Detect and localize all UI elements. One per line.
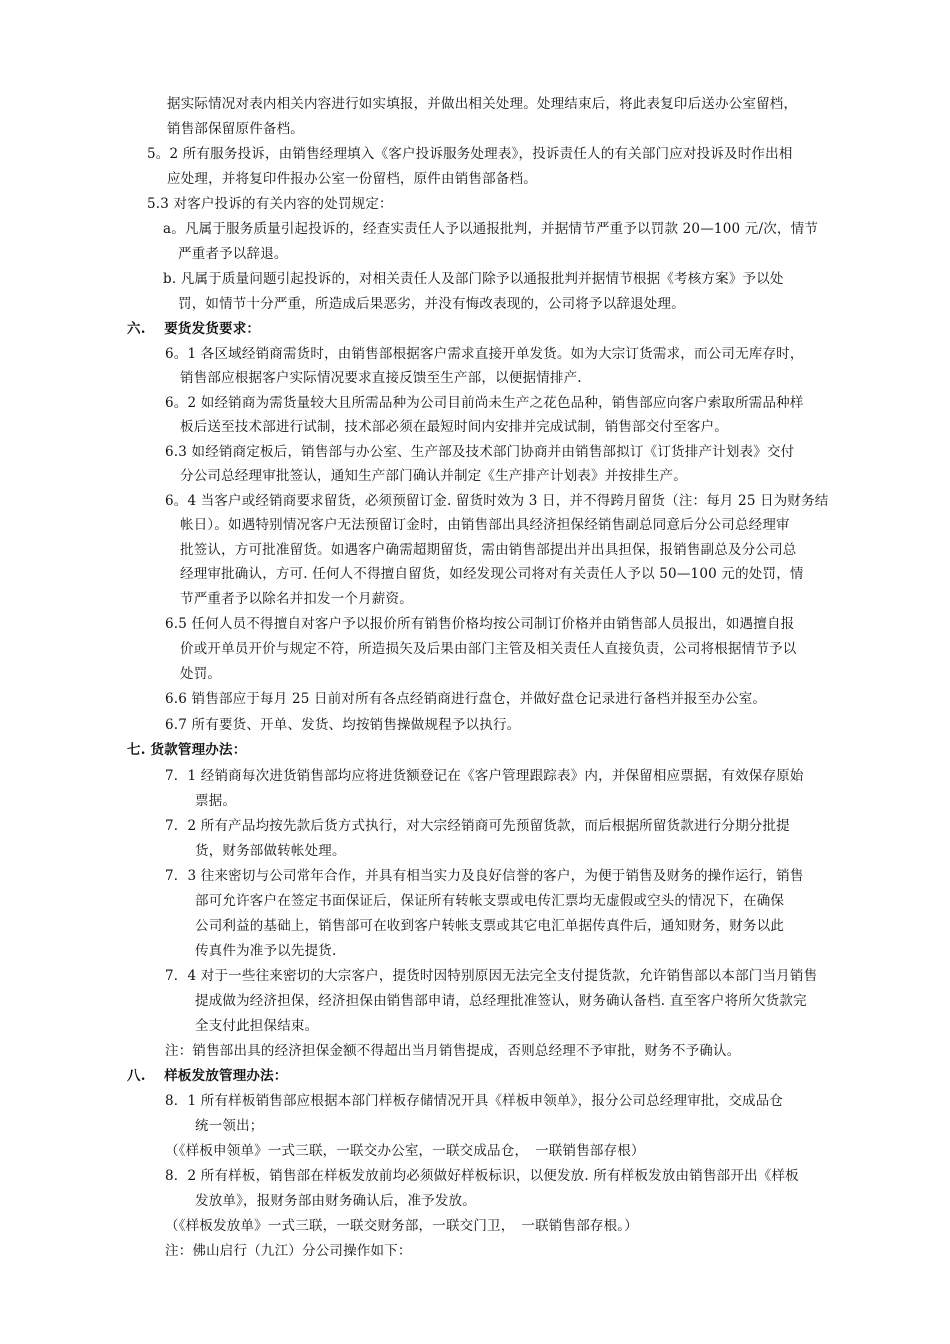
text-line: 帐日）。如遇特别情况客户无法预留订金时，由销售部出具经济担保经销售副总同意后分公司总经理审 (180, 517, 790, 533)
text-line: 票据。 (195, 793, 237, 809)
text-line: 6.7 所有要货、开单、发货、均按销售操做规程予以执行。 (165, 717, 521, 733)
text-line: 6.3 如经销商定板后，销售部与办公室、生产部及技术部门协商并由销售部拟订《订货排产计划表》交付 (165, 444, 795, 460)
text-line: 批签认，方可批准留货。如遇客户确需超期留货，需由销售部提出并出具担保，报销售副总及分公司总 (180, 542, 797, 558)
text-line: b. 凡属于质量问题引起投诉的，对相关责任人及部门除予以通报批判并据情节根据《考核方案》予以处 (163, 271, 784, 287)
text-line: 7．3 往来密切与公司常年合作，并具有相当实力及良好信誉的客户，为便于销售及财务的操作运行，销售 (165, 868, 804, 884)
text-line: 部可允许客户在签定书面保证后，保证所有转帐支票或电传汇票均无虚假或空头的情况下，在确保 (195, 893, 785, 909)
text-line: 8．2 所有样板，销售部在样板发放前均必须做好样板标识，以便发放. 所有样板发放由销售部开出《样板 (165, 1168, 799, 1184)
text-line: 节严重者予以除名并扣发一个月薪资。 (180, 591, 413, 607)
text-line: 销售部应根据客户实际情况要求直接反馈至生产部，以便据情排产. (180, 370, 582, 386)
section-heading-8: 八. 样板发放管理办法： (127, 1068, 288, 1084)
text-line: 货，财务部做转帐处理。 (195, 843, 346, 859)
text-line: 板后送至技术部进行试制，技术部必须在最短时间内安排并完成试制，销售部交付至客户。 (180, 419, 728, 435)
section-heading-7: 七. 货款管理办法： (127, 742, 247, 758)
text-line: 统一领出； (195, 1118, 264, 1134)
text-line: 经理审批确认，方可. 任何人不得擅自留货，如经发现公司将对有关责任人予以 50—100 元的处罚，情 (180, 566, 804, 582)
text-line: 5.3 对客户投诉的有关内容的处罚规定： (147, 196, 393, 212)
text-line: 6。4 当客户或经销商要求留货，必须预留订金. 留货时效为 3 日，并不得跨月留货（注：每月 25 日为财务结 (165, 493, 829, 509)
text-line: 全支付此担保结束。 (195, 1018, 319, 1034)
text-line: 据实际情况对表内相关内容进行如实填报，并做出相关处理。处理结束后，将此表复印后送办公室留档， (167, 96, 798, 112)
text-line: 7．4 对于一些往来密切的大宗客户，提货时因特别原因无法完全支付提货款，允许销售部以本部门当月销售 (165, 968, 818, 984)
text-line: 6.6 销售部应于每月 25 日前对所有各点经销商进行盘仓，并做好盘仓记录进行备档并报至办公室。 (165, 691, 767, 707)
text-line: （《样板申领单》一式三联，一联交办公室，一联交成品仓， 一联销售部存根） (165, 1143, 645, 1159)
text-line: 销售部保留原件备档。 (167, 121, 304, 137)
text-line: 6.5 任何人员不得擅自对客户予以报价所有销售价格均按公司制订价格并由销售部人员报出，如遇擅自报 (165, 616, 795, 632)
text-line: 提成做为经济担保，经济担保由销售部申请，总经理批准签认，财务确认备档. 直至客户将所欠货款完 (195, 993, 807, 1009)
text-line: 应处理，并将复印件报办公室一份留档，原件由销售部备档。 (167, 171, 537, 187)
text-line: 严重者予以辞退。 (178, 246, 288, 262)
text-line: （《样板发放单》一式三联，一联交财务部，一联交门卫， 一联销售部存根。） (165, 1218, 638, 1234)
text-line: 传真件为准予以先提货. (195, 943, 337, 959)
text-line: 发放单》，报财务部由财务确认后，准予发放。 (195, 1193, 476, 1209)
text-line: 8．1 所有样板销售部应根据本部门样板存储情况开具《样板申领单》，报分公司总经理审批，交成品仓 (165, 1093, 784, 1109)
text-line: 注：销售部出具的经济担保金额不得超出当月销售提成，否则总经理不予审批，财务不予确认。 (165, 1043, 741, 1059)
text-line: 价或开单员开价与规定不符，所造损矢及后果由部门主管及相关责任人直接负责，公司将根据情节予以 (180, 641, 797, 657)
text-line: 7．2 所有产品均按先款后货方式执行，对大宗经销商可先预留货款，而后根据所留货款进行分期分批提 (165, 818, 790, 834)
text-line: 公司利益的基础上，销售部可在收到客户转帐支票或其它电汇单据传真件后，通知财务，财务以此 (195, 918, 785, 934)
text-line: 7．1 经销商每次进货销售部均应将进货额登记在《客户管理跟踪表》内，并保留相应票据，有效保存原始 (165, 768, 804, 784)
text-line: a。凡属于服务质量引起投诉的，经查实责任人予以通报批判，并据情节严重予以罚款 20—100 元/次，情节 (163, 221, 819, 237)
section-heading-6: 六. 要货发货要求： (127, 321, 261, 337)
text-line: 处罚。 (180, 666, 222, 682)
text-line: 分公司总经理审批签认，通知生产部门确认并制定《生产排产计划表》并按排生产。 (180, 468, 687, 484)
text-line: 注：佛山启行（九江）分公司操作如下： (165, 1243, 412, 1259)
text-line: 6。2 如经销商为需货量较大且所需品种为公司目前尚未生产之花色品种，销售部应向客户索取所需品种样 (165, 395, 804, 411)
text-line: 罚，如情节十分严重，所造成后果恶劣，并没有悔改表现的，公司将予以辞退处理。 (178, 296, 685, 312)
text-line: 5。2 所有服务投诉，由销售经理填入《客户投诉服务处理表》，投诉责任人的有关部门应对投诉及时作出相 (147, 146, 793, 162)
text-line: 6。1 各区域经销商需货时，由销售部根据客户需求直接开单发货。如为大宗订货需求，而公司无库存时， (165, 346, 804, 362)
